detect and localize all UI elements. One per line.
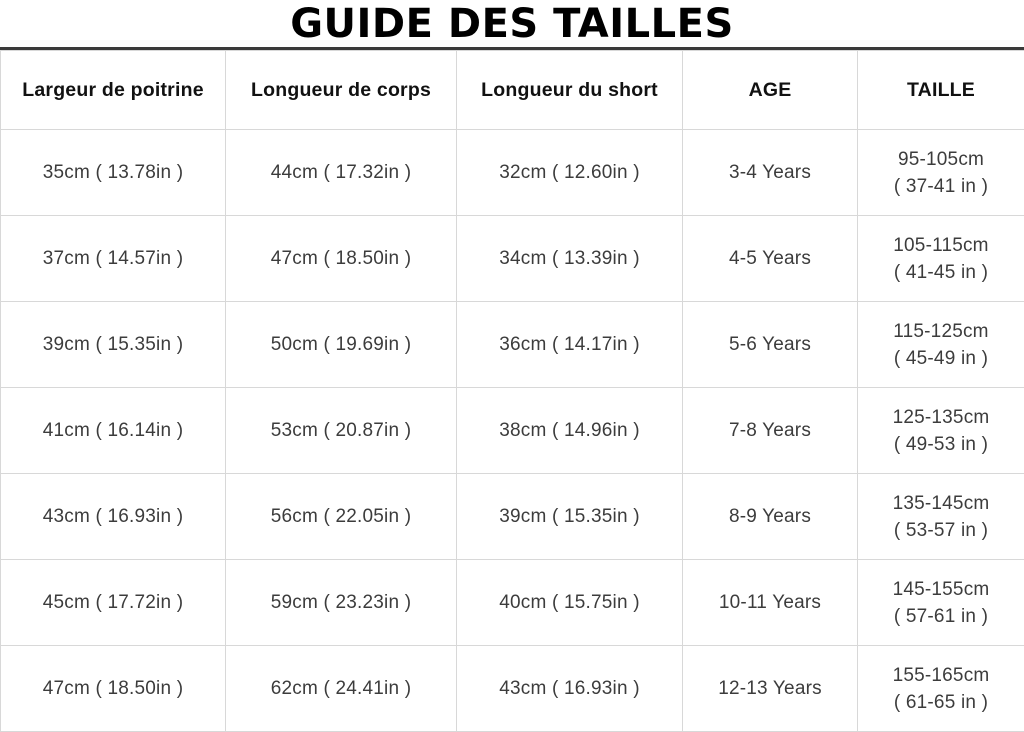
- table-row: [1, 560, 1024, 646]
- cell-height: [858, 646, 1024, 732]
- table-row: [1, 474, 1024, 560]
- cell-chest-width: 41cm ( 16.14in ): [1, 388, 226, 474]
- table-header: [1, 51, 1024, 130]
- cell-chest-width: 37cm ( 14.57in ): [1, 216, 226, 302]
- cell-height-cm: 135-145cm: [893, 493, 990, 514]
- cell-body-length: 44cm ( 17.32in ): [226, 130, 457, 216]
- cell-short-length: 36cm ( 14.17in ): [457, 302, 683, 388]
- cell-height-in: ( 49-53 in ): [858, 431, 1024, 458]
- size-guide-table: [0, 50, 1024, 732]
- cell-height-cm: 125-135cm: [893, 407, 990, 428]
- cell-chest-width: 35cm ( 13.78in ): [1, 130, 226, 216]
- column-header-short-length: Longueur du short: [457, 51, 683, 130]
- table-header-row: [1, 51, 1024, 130]
- cell-body-length: 59cm ( 23.23in ): [226, 560, 457, 646]
- cell-chest-width: 45cm ( 17.72in ): [1, 560, 226, 646]
- cell-body-length: 62cm ( 24.41in ): [226, 646, 457, 732]
- table-body: [1, 130, 1024, 732]
- table-row: [1, 388, 1024, 474]
- cell-body-length: 56cm ( 22.05in ): [226, 474, 457, 560]
- cell-age: 7-8 Years: [683, 388, 858, 474]
- cell-height: [858, 302, 1024, 388]
- cell-height-cm: 95-105cm: [898, 149, 984, 170]
- cell-chest-width: 47cm ( 18.50in ): [1, 646, 226, 732]
- cell-short-length: 34cm ( 13.39in ): [457, 216, 683, 302]
- cell-age: 5-6 Years: [683, 302, 858, 388]
- cell-height-in: ( 57-61 in ): [858, 603, 1024, 630]
- cell-body-length: 47cm ( 18.50in ): [226, 216, 457, 302]
- cell-height-cm: 115-125cm: [893, 321, 988, 342]
- table-row: [1, 130, 1024, 216]
- table-row: [1, 302, 1024, 388]
- column-header-age: AGE: [683, 51, 858, 130]
- cell-chest-width: 39cm ( 15.35in ): [1, 302, 226, 388]
- cell-height: [858, 560, 1024, 646]
- cell-short-length: 38cm ( 14.96in ): [457, 388, 683, 474]
- cell-height: [858, 130, 1024, 216]
- cell-height-in: ( 61-65 in ): [858, 689, 1024, 716]
- cell-short-length: 40cm ( 15.75in ): [457, 560, 683, 646]
- cell-age: 8-9 Years: [683, 474, 858, 560]
- column-header-chest-width: Largeur de poitrine: [1, 51, 226, 130]
- table-row: [1, 216, 1024, 302]
- cell-chest-width: 43cm ( 16.93in ): [1, 474, 226, 560]
- cell-age: 3-4 Years: [683, 130, 858, 216]
- cell-body-length: 50cm ( 19.69in ): [226, 302, 457, 388]
- cell-short-length: 39cm ( 15.35in ): [457, 474, 683, 560]
- column-header-body-length: Longueur de corps: [226, 51, 457, 130]
- cell-height-in: ( 53-57 in ): [858, 517, 1024, 544]
- cell-height-cm: 155-165cm: [893, 665, 990, 686]
- cell-height: [858, 216, 1024, 302]
- cell-body-length: 53cm ( 20.87in ): [226, 388, 457, 474]
- cell-height: [858, 388, 1024, 474]
- cell-age: 10-11 Years: [683, 560, 858, 646]
- cell-short-length: 43cm ( 16.93in ): [457, 646, 683, 732]
- cell-height-in: ( 41-45 in ): [858, 259, 1024, 286]
- cell-age: 12-13 Years: [683, 646, 858, 732]
- table-row: [1, 646, 1024, 732]
- cell-height: [858, 474, 1024, 560]
- cell-height-cm: 105-115cm: [893, 235, 988, 256]
- cell-height-in: ( 37-41 in ): [858, 173, 1024, 200]
- cell-age: 4-5 Years: [683, 216, 858, 302]
- cell-height-cm: 145-155cm: [893, 579, 990, 600]
- cell-short-length: 32cm ( 12.60in ): [457, 130, 683, 216]
- cell-height-in: ( 45-49 in ): [858, 345, 1024, 372]
- page-title: GUIDE DES TAILLES: [0, 0, 1024, 47]
- column-header-height: TAILLE: [858, 51, 1024, 130]
